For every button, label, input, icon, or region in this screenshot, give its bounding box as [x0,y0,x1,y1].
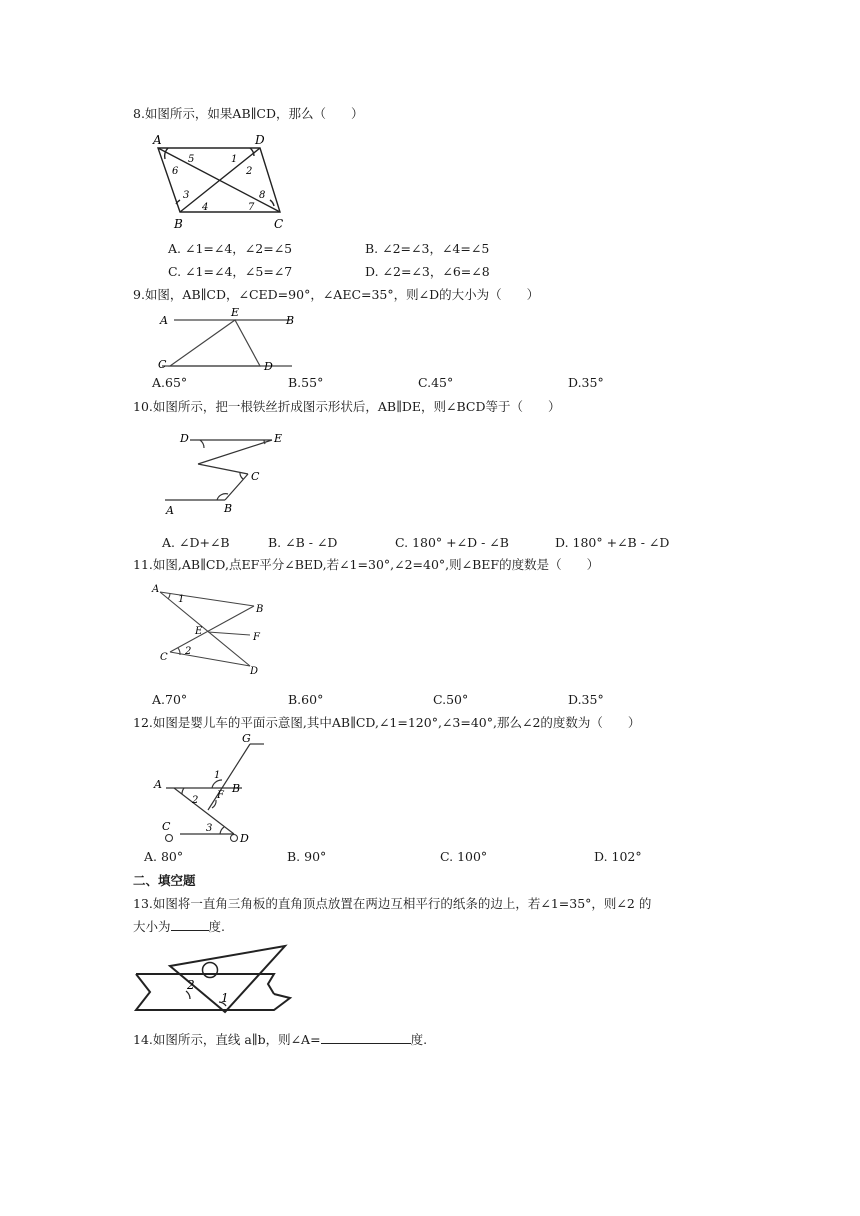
q13-line1: 13.如图将一直角三角板的直角顶点放置在两边互相平行的纸条的边上，若∠1=35°，则∠2 的 [133,896,652,911]
q10-option-a: A. ∠D+∠B [162,535,230,550]
q12-angle-3: 3 [206,823,213,834]
q9-label-E: E [231,306,240,319]
q9-label-B: B [286,314,295,327]
q8-angle-5: 5 [188,154,195,165]
q10-stem: 10.如图所示，把一根铁丝折成图示形状后，AB∥DE，则∠BCD等于（ ） [133,399,561,414]
q12-label-B: B [232,782,241,795]
q8-angle-8: 8 [259,190,266,201]
q9-option-d: D.35° [568,375,604,390]
q12-label-G: G [242,732,251,745]
q8-label-A: A [153,133,162,147]
q8-option-c: C. ∠1=∠4，∠5=∠7 [168,264,293,279]
q9-figure [152,308,302,374]
q11-label-B: B [256,604,264,615]
q11-label-A: A [152,584,160,595]
q8-label-D: D [255,133,265,147]
q13-figure [128,944,298,1018]
q9-option-c: C.45° [418,375,454,390]
q8-option-a: A. ∠1=∠4，∠2=∠5 [168,241,293,256]
q12-stem: 12.如图是婴儿车的平面示意图,其中AB∥CD,∠1=120°,∠3=40°,那么∠2的度数为（ ） [133,715,641,730]
q10-option-d: D. 180° +∠B - ∠D [555,535,670,550]
q11-option-d: D.35° [568,692,604,707]
q9-label-C: C [158,358,167,371]
q12-option-d: D. 102° [594,849,642,864]
q14-answer-blank[interactable] [321,1031,411,1044]
q11-label-F: F [253,632,260,643]
q13-angle-1: 1 [221,991,229,1005]
section-2-heading: 二、填空题 [133,873,196,888]
q12-angle-1: 1 [214,770,221,781]
q8-angle-7: 7 [248,202,255,213]
q11-label-D: D [250,666,259,677]
q8-label-C: C [274,217,284,231]
q8-angle-4: 4 [202,202,209,213]
q10-option-b: B. ∠B - ∠D [268,535,338,550]
q10-label-E: E [274,432,283,445]
q9-label-D: D [264,360,273,373]
q12-option-a: A. 80° [144,849,184,864]
q13-answer-blank[interactable] [171,918,209,931]
q11-label-E: E [195,626,203,637]
q12-label-F: F [217,790,224,801]
q10-label-C: C [251,470,260,483]
q11-option-b: B.60° [288,692,324,707]
q14-line [133,1031,427,1048]
q12-figure [150,730,270,850]
q13-angle-2: 2 [187,978,195,992]
q8-label-B: B [174,217,183,231]
q12-angle-2: 2 [192,795,199,806]
q10-label-A: A [166,504,174,517]
q10-option-c: C. 180° +∠D - ∠B [395,535,509,550]
q10-label-B: B [224,502,233,515]
q12-option-c: C. 100° [440,849,488,864]
q10-label-D: D [180,432,189,445]
q14-text-before: 14.如图所示，直线 a∥b，则∠A= [133,1032,321,1047]
q11-angle-1: 1 [178,594,185,605]
q9-option-b: B.55° [288,375,324,390]
q8-stem: 8.如图所示，如果AB∥CD，那么（ ） [133,106,364,121]
q8-figure [150,132,290,232]
q14-text-after: 度. [410,1032,428,1047]
q8-angle-2: 2 [246,166,253,177]
q8-option-b: B. ∠2=∠3，∠4=∠5 [365,241,490,256]
q11-angle-2: 2 [185,646,192,657]
q12-label-D: D [240,832,249,845]
q10-figure [160,428,290,518]
q11-option-a: A.70° [152,692,188,707]
q9-label-A: A [160,314,168,327]
q11-stem: 11.如图,AB∥CD,点EF平分∠BED,若∠1=30°,∠2=40°,则∠BEF的度数是（ ） [133,557,600,572]
q12-label-A: A [154,778,162,791]
q13-line2 [133,918,225,935]
q13-text-before: 大小为 [133,919,171,934]
q11-option-c: C.50° [433,692,469,707]
q8-angle-1: 1 [231,154,238,165]
q8-angle-6: 6 [172,166,179,177]
q9-stem: 9.如图，AB∥CD，∠CED=90°，∠AEC=35°，则∠D的大小为（ ） [133,287,540,302]
q8-angle-3: 3 [183,190,190,201]
q11-figure [150,582,270,678]
q9-option-a: A.65° [152,375,188,390]
q12-option-b: B. 90° [287,849,327,864]
q8-option-d: D. ∠2=∠3，∠6=∠8 [365,264,490,279]
q12-label-C: C [162,820,171,833]
q11-label-C: C [160,652,168,663]
q13-text-after: 度. [208,919,225,934]
